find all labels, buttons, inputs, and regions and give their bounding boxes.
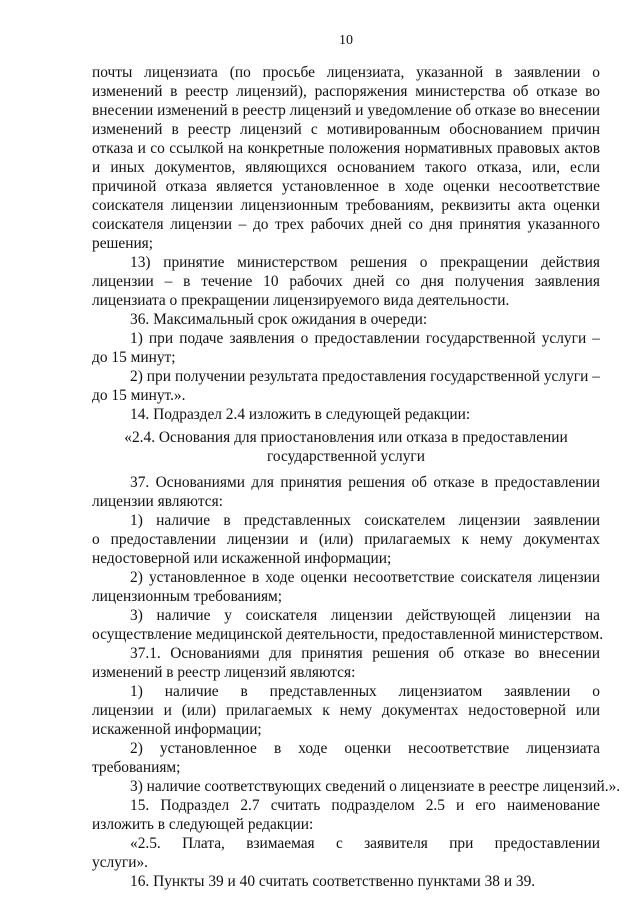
text-line: отказа и со ссылкой на конкретные положения нормативных правовых актов bbox=[92, 140, 600, 157]
text-line: изложить в следующей редакции: bbox=[92, 816, 314, 833]
text-line: недостоверной или искаженной информации; bbox=[92, 550, 392, 567]
text-line: лицензии и (или) прилагаемых к нему документах недостоверной или bbox=[92, 702, 600, 719]
paragraph bbox=[92, 739, 600, 777]
text-line: лицензиата о прекращении лицензируемого вида деятельности. bbox=[92, 292, 510, 309]
paragraph bbox=[92, 644, 600, 682]
text-line: решения; bbox=[92, 235, 154, 252]
text-line: внесении изменений в реестр лицензий и уведомление об отказе во внесении bbox=[92, 102, 600, 119]
text-line: и иных документов, являющихся основанием такого отказа, или, если bbox=[92, 159, 600, 176]
text-line: 1) при подаче заявления о предоставлении государственной услуги – bbox=[130, 330, 600, 347]
text-line: изменений в реестр лицензий), распоряжения министерства об отказе во bbox=[92, 83, 600, 100]
text-line: 16. Пункты 39 и 40 считать соответственно пунктами 38 и 39. bbox=[130, 873, 536, 890]
document-body bbox=[92, 63, 621, 891]
text-line: почты лицензиата (по просьбе лицензиата, указанной в заявлении о bbox=[92, 64, 600, 81]
text-line: осуществление медицинской деятельности, предоставленной министерством. bbox=[92, 626, 604, 643]
text-line: 1) наличие в представленных лицензиатом заявлении о bbox=[130, 683, 600, 700]
text-line: 2) при получении результата предоставления государственной услуги – bbox=[130, 368, 600, 385]
text-line: искаженной информации; bbox=[92, 721, 262, 738]
text-line: до 15 минут.». bbox=[92, 387, 186, 404]
text-line: соискателя лицензии – до трех рабочих дней со дня принятия указанного bbox=[92, 216, 600, 233]
text-line: 14. Подраздел 2.4 изложить в следующей редакции: bbox=[130, 406, 471, 423]
text-line: изменений в реестр лицензий являются: bbox=[92, 664, 356, 681]
text-line: 13) принятие министерством решения о прекращении действия bbox=[130, 254, 600, 271]
text-line: о предоставлении лицензии и (или) прилагаемых к нему документах bbox=[92, 531, 600, 548]
text-line: причиной отказа является установленное в ходе оценки несоответствие bbox=[92, 178, 600, 195]
paragraph bbox=[92, 405, 600, 424]
text-line: 1) наличие в представленных соискателем лицензии заявлении bbox=[130, 512, 600, 529]
text-line: государственной услуги bbox=[267, 448, 425, 465]
text-line: «2.4. Основания для приостановления или отказа в предоставлении bbox=[124, 429, 568, 446]
text-line: 37. Основаниями для принятия решения об отказе в предоставлении bbox=[130, 474, 600, 491]
text-line: лицензии являются: bbox=[92, 493, 223, 510]
paragraph bbox=[92, 367, 600, 405]
text-line: 3) наличие у соискателя лицензии действующей лицензии на bbox=[130, 607, 600, 624]
paragraph bbox=[92, 473, 600, 511]
paragraph bbox=[92, 606, 604, 644]
text-line: 2) установленное в ходе оценки несоответствие соискателя лицензии bbox=[130, 569, 600, 586]
paragraph bbox=[92, 872, 600, 891]
text-line: 15. Подраздел 2.7 считать подразделом 2.5 и его наименование bbox=[130, 797, 600, 814]
section-heading bbox=[92, 428, 600, 466]
paragraph bbox=[92, 796, 600, 834]
text-line: лицензионным требованиям; bbox=[92, 588, 283, 605]
paragraph bbox=[92, 568, 600, 606]
text-line: 36. Максимальный срок ожидания в очереди: bbox=[130, 311, 428, 328]
paragraph bbox=[92, 777, 621, 796]
text-line: 37.1. Основаниями для принятия решения об отказе во внесении bbox=[130, 645, 600, 662]
text-line: услуги». bbox=[92, 854, 148, 871]
text-line: лицензии – в течение 10 рабочих дней со дня получения заявления bbox=[92, 273, 600, 290]
page-number: 10 bbox=[339, 33, 353, 48]
text-line: до 15 минут; bbox=[92, 349, 176, 366]
text-line: требованиям; bbox=[92, 759, 181, 776]
paragraph bbox=[92, 329, 600, 367]
text-line: 3) наличие соответствующих сведений о лицензиате в реестре лицензий.». bbox=[130, 778, 621, 795]
text-line: 2) установленное в ходе оценки несоответствие лицензиата bbox=[130, 740, 600, 757]
text-line: изменений в реестр лицензий с мотивированным обоснованием причин bbox=[92, 121, 600, 138]
text-line: соискателя лицензии лицензионным требованиям, реквизиты акта оценки bbox=[92, 197, 600, 214]
paragraph bbox=[92, 682, 600, 739]
paragraph bbox=[92, 310, 600, 329]
paragraph bbox=[92, 511, 600, 568]
text-line: «2.5. Плата, взимаемая с заявителя при предоставлении bbox=[130, 835, 600, 852]
paragraph bbox=[92, 63, 600, 253]
paragraph bbox=[92, 253, 600, 310]
paragraph bbox=[92, 834, 600, 872]
